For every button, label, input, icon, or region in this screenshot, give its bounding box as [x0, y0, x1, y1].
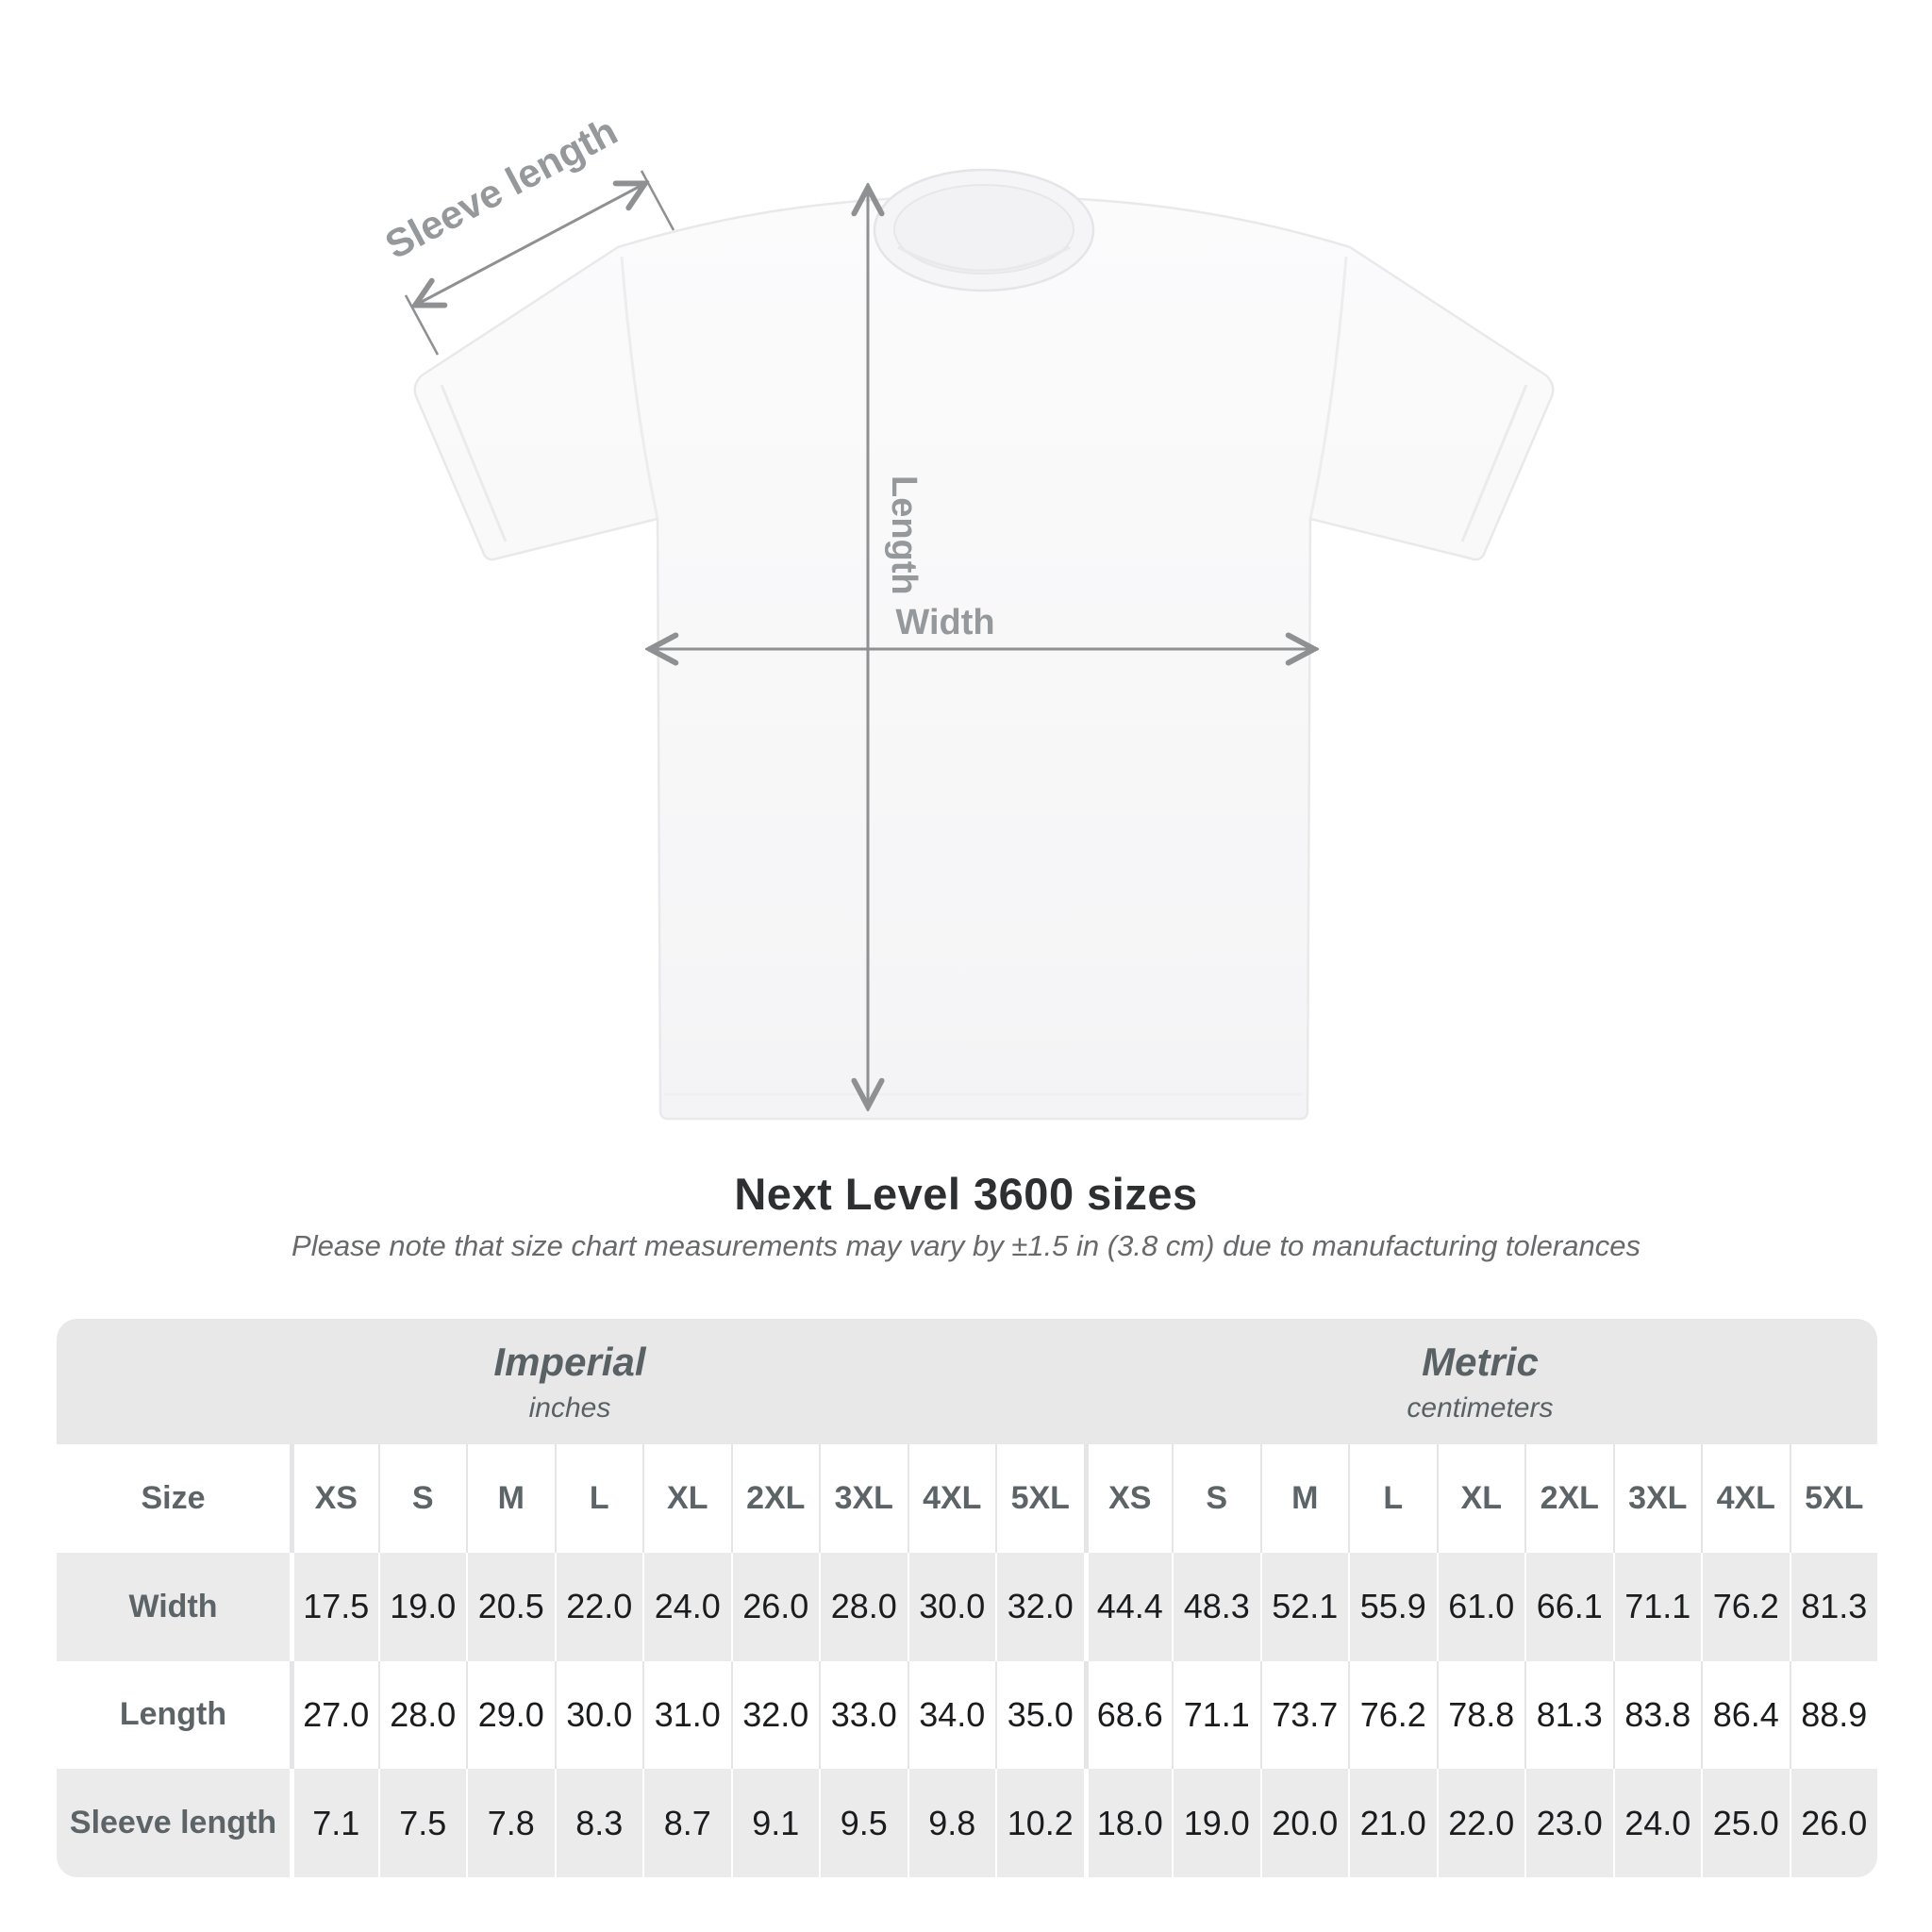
size-col-header: L	[1348, 1444, 1437, 1553]
value-cell: 83.8	[1613, 1661, 1702, 1770]
value-cell: 34.0	[908, 1661, 996, 1770]
size-col-header: 2XL	[1524, 1444, 1613, 1553]
value-cell: 24.0	[1613, 1769, 1702, 1877]
row-label-width: Width	[57, 1553, 290, 1661]
value-cell: 29.0	[466, 1661, 555, 1770]
value-cell: 19.0	[378, 1553, 467, 1661]
units-header-band	[57, 1319, 1877, 1444]
row-label-length: Length	[57, 1661, 290, 1770]
value-cell: 7.1	[290, 1769, 378, 1877]
value-cell: 76.2	[1348, 1661, 1437, 1770]
sleeve-length-label: Sleeve length	[377, 108, 625, 268]
value-cell: 22.0	[555, 1553, 643, 1661]
value-cell: 8.7	[642, 1769, 731, 1877]
size-col-header: 3XL	[1613, 1444, 1702, 1553]
value-cell: 48.3	[1172, 1553, 1260, 1661]
value-cell: 86.4	[1701, 1661, 1790, 1770]
size-col-header: 3XL	[819, 1444, 908, 1553]
size-col-header: XL	[642, 1444, 731, 1553]
value-cell: 44.4	[1084, 1553, 1173, 1661]
size-chart-grid	[57, 1444, 1877, 1877]
size-col-header: 4XL	[1701, 1444, 1790, 1553]
value-cell: 19.0	[1172, 1769, 1260, 1877]
size-col-header: XS	[290, 1444, 378, 1553]
value-cell: 32.0	[731, 1661, 820, 1770]
sleeve-tick-top	[641, 171, 674, 230]
value-cell: 52.1	[1260, 1553, 1349, 1661]
size-col-header: XS	[1084, 1444, 1173, 1553]
value-cell: 32.0	[995, 1553, 1084, 1661]
value-cell: 18.0	[1084, 1769, 1173, 1877]
size-chart-table	[57, 1319, 1877, 1877]
imperial-title: Imperial	[493, 1339, 646, 1384]
value-cell: 24.0	[642, 1553, 731, 1661]
value-cell: 61.0	[1437, 1553, 1525, 1661]
value-cell: 76.2	[1701, 1553, 1790, 1661]
value-cell: 30.0	[908, 1553, 996, 1661]
size-col-header: 5XL	[995, 1444, 1084, 1553]
size-col-header: M	[1260, 1444, 1349, 1553]
value-cell: 25.0	[1701, 1769, 1790, 1877]
value-cell: 9.1	[731, 1769, 820, 1877]
value-cell: 28.0	[819, 1553, 908, 1661]
value-cell: 17.5	[290, 1553, 378, 1661]
value-cell: 55.9	[1348, 1553, 1437, 1661]
size-col-header: S	[378, 1444, 467, 1553]
value-cell: 68.6	[1084, 1661, 1173, 1770]
page-title: Next Level 3600 sizes	[734, 1169, 1198, 1219]
size-col-header: M	[466, 1444, 555, 1553]
metric-header	[1083, 1319, 1877, 1444]
value-cell: 9.8	[908, 1769, 996, 1877]
imperial-unit: inches	[528, 1391, 611, 1424]
value-cell: 20.5	[466, 1553, 555, 1661]
value-cell: 26.0	[1790, 1769, 1878, 1877]
tolerance-note: Please note that size chart measurements may vary by ±1.5 in (3.8 cm) due to manufacturing tolerances	[291, 1229, 1641, 1262]
value-cell: 9.5	[819, 1769, 908, 1877]
value-cell: 30.0	[555, 1661, 643, 1770]
value-cell: 7.8	[466, 1769, 555, 1877]
value-cell: 81.3	[1524, 1661, 1613, 1770]
size-col-header: 5XL	[1790, 1444, 1878, 1553]
value-cell: 22.0	[1437, 1769, 1525, 1877]
value-cell: 26.0	[731, 1553, 820, 1661]
width-label: Width	[895, 603, 995, 642]
value-cell: 66.1	[1524, 1553, 1613, 1661]
value-cell: 20.0	[1260, 1769, 1349, 1877]
value-cell: 8.3	[555, 1769, 643, 1877]
row-label-sleeve-length: Sleeve length	[57, 1769, 290, 1877]
value-cell: 31.0	[642, 1661, 731, 1770]
size-col-header: S	[1172, 1444, 1260, 1553]
value-cell: 73.7	[1260, 1661, 1349, 1770]
value-cell: 71.1	[1172, 1661, 1260, 1770]
size-col-header: L	[555, 1444, 643, 1553]
length-label: Length	[884, 475, 924, 595]
value-cell: 21.0	[1348, 1769, 1437, 1877]
value-cell: 81.3	[1790, 1553, 1878, 1661]
value-cell: 88.9	[1790, 1661, 1878, 1770]
metric-unit: centimeters	[1407, 1391, 1554, 1424]
value-cell: 71.1	[1613, 1553, 1702, 1661]
metric-title: Metric	[1422, 1339, 1539, 1384]
size-col-header: 2XL	[731, 1444, 820, 1553]
value-cell: 23.0	[1524, 1769, 1613, 1877]
tshirt-graphic	[415, 170, 1554, 1119]
size-col-header: 4XL	[908, 1444, 996, 1553]
row-label-size: Size	[57, 1444, 290, 1553]
value-cell: 27.0	[290, 1661, 378, 1770]
value-cell: 28.0	[378, 1661, 467, 1770]
imperial-header	[57, 1319, 1083, 1444]
value-cell: 33.0	[819, 1661, 908, 1770]
value-cell: 10.2	[995, 1769, 1084, 1877]
value-cell: 35.0	[995, 1661, 1084, 1770]
value-cell: 7.5	[378, 1769, 467, 1877]
value-cell: 78.8	[1437, 1661, 1525, 1770]
size-col-header: XL	[1437, 1444, 1525, 1553]
sleeve-tick-bottom	[406, 295, 438, 355]
